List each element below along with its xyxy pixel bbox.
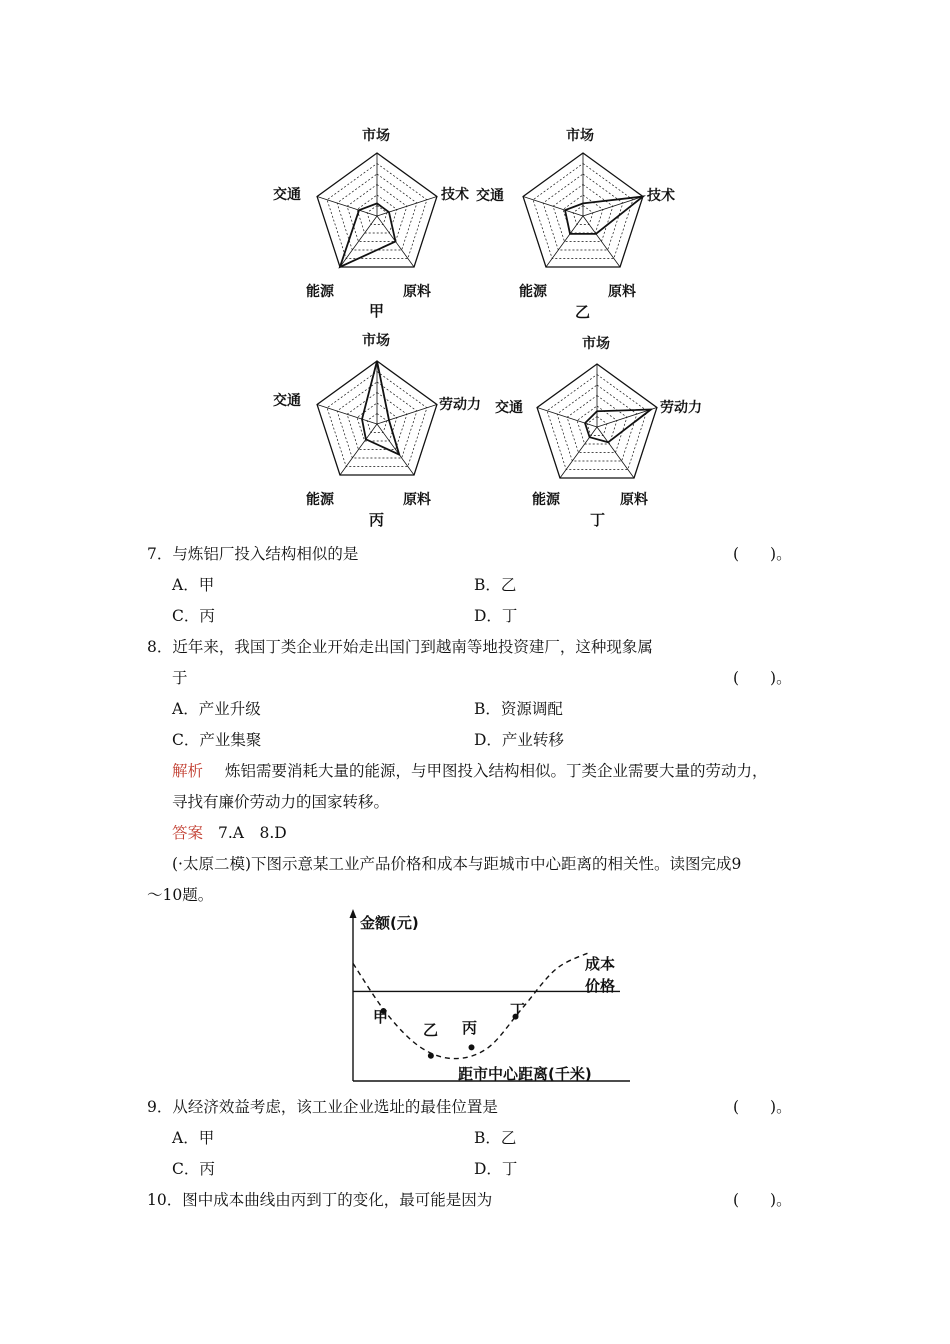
- chart-point-label-ding: 丁: [510, 1001, 526, 1019]
- radar-spoke: [583, 216, 620, 267]
- radar-bing-axis-label: 交通: [273, 393, 301, 409]
- y-axis-arrow: [350, 909, 357, 918]
- chart-point-label-yi: 乙: [423, 1021, 439, 1039]
- question-9-stem: 9．从经济效益考虑，该工业企业选址的最佳位置是: [147, 1098, 498, 1116]
- radar-yi-axis-label: 技术: [647, 188, 675, 204]
- question-8-option-c: C．产业集聚: [172, 731, 262, 749]
- radar-spoke: [317, 405, 377, 424]
- radar-ding-axis-label: 原料: [620, 492, 648, 508]
- radar-ding-axis-label: 市场: [582, 336, 610, 352]
- chart-cost-label: 成本: [585, 955, 616, 973]
- radar-bing-axis-label: 劳动力: [439, 397, 481, 413]
- question-8-answer-blank: ( )。: [733, 669, 792, 687]
- radar-spoke: [340, 424, 377, 475]
- chart-point-label-bing: 丙: [462, 1019, 478, 1037]
- radar-jia-axis-label: 原料: [403, 284, 431, 300]
- question-8-stem-continued: 于: [172, 669, 188, 687]
- question-7-answer-blank: ( )。: [733, 545, 792, 563]
- radar-jia-axis-label: 市场: [362, 128, 390, 144]
- radar-ding-axis-label: 劳动力: [660, 400, 702, 416]
- radar-bing-axis-label: 原料: [403, 492, 431, 508]
- radar-charts: [0, 0, 950, 540]
- radar-data-polygon: [362, 361, 399, 455]
- radar-yi-axis-label: 能源: [519, 284, 547, 300]
- radar-data-polygon: [565, 197, 643, 234]
- radar-ding-caption: 丁: [590, 511, 606, 529]
- radar-jia-axis-label: 能源: [306, 284, 334, 300]
- question-8-option-d: D．产业转移: [474, 731, 564, 749]
- radar-spoke: [560, 427, 597, 478]
- question-7-option-b: B．乙: [474, 576, 517, 594]
- intro-line2: ～10题。: [147, 886, 214, 904]
- intro-line1: (·太原二模)下图示意某工业产品价格和成本与距城市中心距离的相关性。读图完成9: [172, 855, 742, 873]
- radar-spoke: [597, 427, 634, 478]
- radar-spoke: [537, 408, 597, 427]
- analysis-text-line1: 炼铝需要消耗大量的能源，与甲图投入结构相似。丁类企业需要大量的劳动力，: [225, 762, 768, 780]
- answer-text: 7.A 8.D: [218, 824, 287, 842]
- chart-point-label-jia: 甲: [373, 1008, 389, 1026]
- question-7-option-c: C．丙: [172, 607, 215, 625]
- question-8-stem: 8．近年来，我国丁类企业开始走出国门到越南等地投资建厂，这种现象属: [147, 638, 653, 656]
- point-bing: [469, 1044, 475, 1050]
- radar-jia-axis-label: 交通: [273, 187, 301, 203]
- radar-chart-ding: [537, 364, 657, 478]
- radar-bing-caption: 丙: [369, 511, 385, 529]
- chart-price-label: 价格: [585, 977, 616, 995]
- question-8-option-b: B．资源调配: [474, 700, 563, 718]
- answer-label: 答案: [172, 824, 204, 842]
- question-9-option-d: D．丁: [474, 1160, 518, 1178]
- radar-ding-axis-label: 交通: [495, 400, 523, 416]
- question-7-stem: 7．与炼铝厂投入结构相似的是: [147, 545, 359, 563]
- radar-spoke: [546, 216, 583, 267]
- radar-bing-axis-label: 能源: [306, 492, 334, 508]
- radar-ding-axis-label: 能源: [532, 492, 560, 508]
- radar-spoke: [377, 197, 437, 216]
- chart-y-label: 金额(元): [360, 914, 419, 932]
- question-9-option-b: B．乙: [474, 1129, 517, 1147]
- radar-yi-axis-label: 原料: [608, 284, 636, 300]
- radar-chart-bing: [317, 361, 437, 475]
- question-7-option-d: D．丁: [474, 607, 518, 625]
- question-8-option-a: A．产业升级: [172, 700, 261, 718]
- radar-jia-axis-label: 技术: [441, 187, 469, 203]
- question-10-stem: 10．图中成本曲线由丙到丁的变化，最可能是因为: [147, 1191, 493, 1209]
- question-10-answer-blank: ( )。: [733, 1191, 792, 1209]
- radar-chart-jia: [317, 153, 437, 267]
- point-yi: [428, 1053, 434, 1059]
- radar-jia-caption: 甲: [369, 302, 385, 320]
- chart-x-label: 距市中心距离(千米): [458, 1065, 592, 1083]
- radar-yi-axis-label: 市场: [566, 128, 594, 144]
- radar-data-polygon: [585, 409, 651, 442]
- radar-bing-axis-label: 市场: [362, 333, 390, 349]
- radar-yi-axis-label: 交通: [476, 188, 504, 204]
- analysis-text-line2: 寻找有廉价劳动力的国家转移。: [172, 793, 390, 811]
- question-9-option-c: C．丙: [172, 1160, 215, 1178]
- radar-chart-yi: [523, 153, 643, 267]
- question-9-option-a: A．甲: [172, 1129, 215, 1147]
- question-7-option-a: A．甲: [172, 576, 215, 594]
- cost-curve: [353, 952, 590, 1058]
- radar-spoke: [377, 424, 414, 475]
- analysis-label: 解析: [172, 762, 204, 780]
- radar-yi-caption: 乙: [575, 303, 591, 321]
- question-9-answer-blank: ( )。: [733, 1098, 792, 1116]
